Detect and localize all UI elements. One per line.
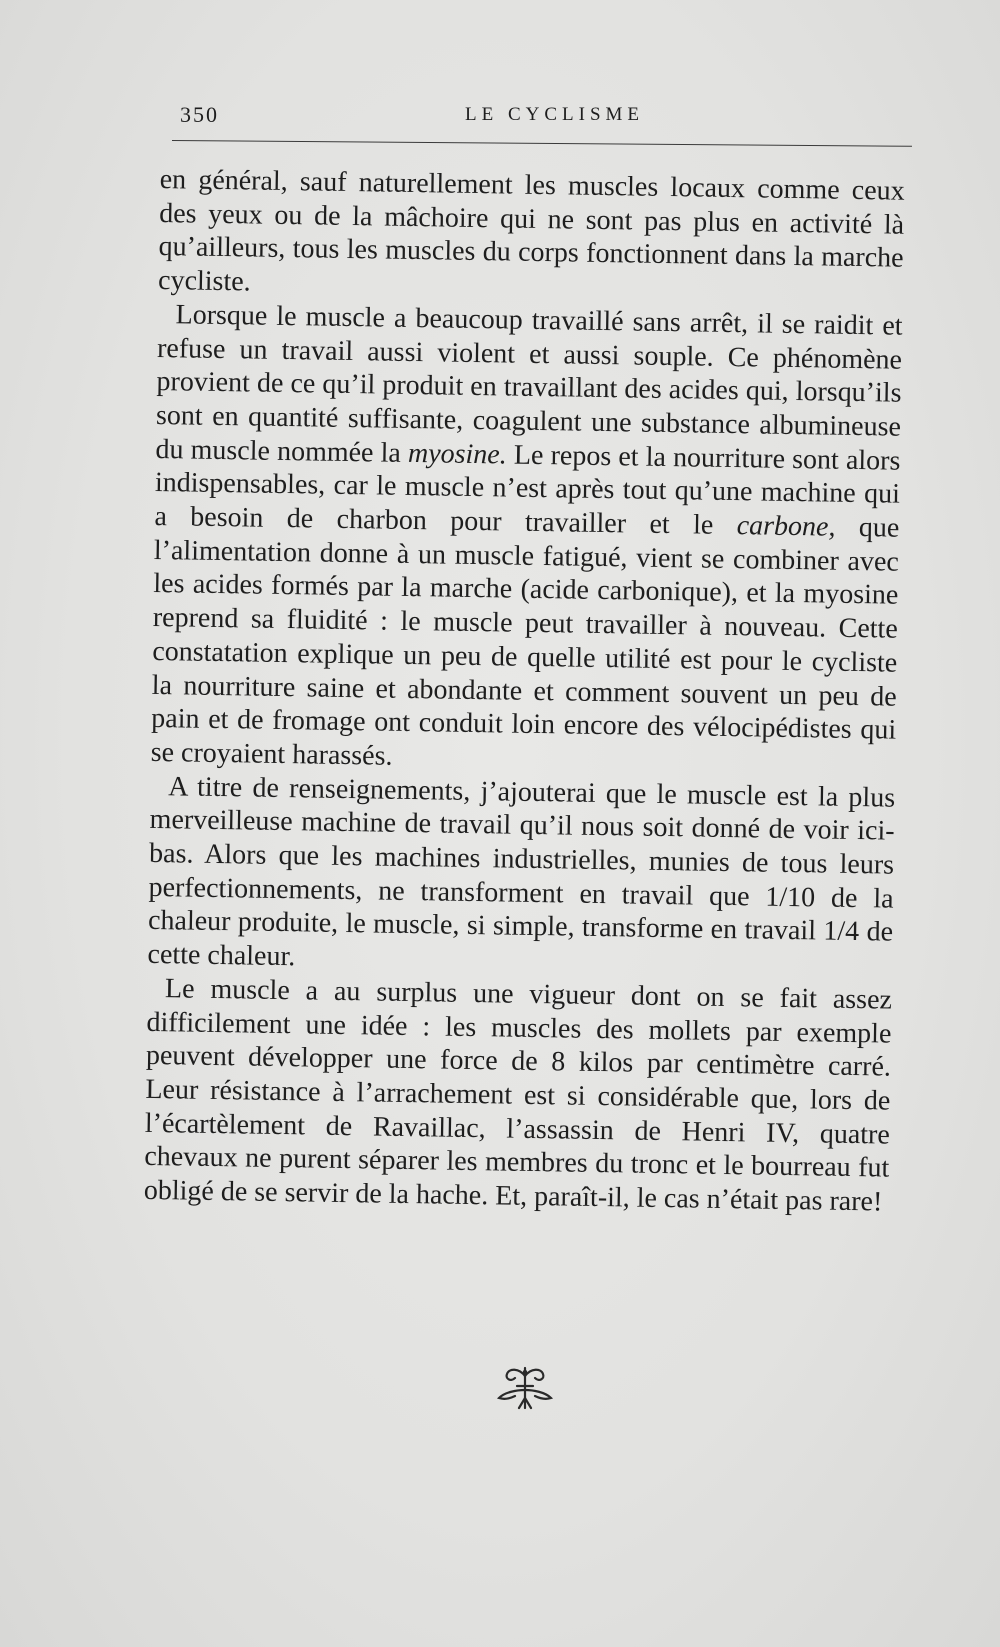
paragraph-3-text: A titre de renseignements, j’ajouterai que le muscle est la plus merveilleuse machine de travail qu’il nous soit donné de voir ici-bas. Alors que les machines industrielles, munies de tous leurs perfectionnements, ne transforment en travail que 1/10 de la chaleur produite, le muscle, si simple, transforme en travail 1/4 de cette chaleur. <box>147 770 896 973</box>
header-rule <box>172 140 912 147</box>
paragraph-4 <box>144 972 893 1220</box>
paragraph-2-text-b: Le repos et la nourriture sont alors indispensables, car le muscle n’est après tout qu’une machine qui a besoin de charbon pour travailler et le <box>154 439 901 542</box>
paragraph-2-text-a: Lorsque le muscle a beaucoup travaillé sans arrêt, il se raidit et refuse un travail aussi violent et aussi souple. Ce phénomène provient de ce qu’il produit en travaillant des acides qui, lorsqu’ils sont en quantité suffisante, coagulent une substance albumineuse du muscle nommée la <box>155 299 903 469</box>
paragraph-1 <box>158 163 905 309</box>
fleuron-ornament-icon <box>495 1364 555 1412</box>
term-carbone: carbone, <box>736 510 836 543</box>
body-text <box>144 163 905 1219</box>
paragraph-4-text: Le muscle a au surplus une vigueur dont on se fait assez difficilement une idée : les muscles des mollets par exemple peuvent développer une force de 8 kilos par centimètre carré. Leur résistance à l’arrachement est si considérable que, lors de l’écartèlement de Ravaillac, l’assassin de Henri IV, quatre chevaux ne purent séparer les membres du tronc et le bourreau fut obligé de se servir de la hache. Et, paraît-il, le cas n’était pas rare! <box>143 973 893 1218</box>
paragraph-2-text-c: que l’alimentation donne à un muscle fatigué, vient se combiner avec les acides formés par la marche (acide carbonique), et la myosine reprend sa fluidité : le muscle peut travailler à nouveau. Cette constatation explique un peu de quelle utilité est pour le cycliste la nourriture saine et abondante et comment souvent un peu de pain et de fromage ont conduit loin encore des vélocipédistes qui se croyaient harassés. <box>150 511 900 772</box>
term-myosine: myosine. <box>407 437 508 471</box>
paragraph-2 <box>150 298 902 781</box>
paragraph-3 <box>147 770 895 984</box>
paragraph-1-text: en général, sauf naturellement les muscles locaux comme ceux des yeux ou de la mâchoire qui ne sont pas plus en activité là qu’ailleurs, tous les muscles du corps fonctionnent dans la marche cycliste. <box>157 163 905 298</box>
running-title: LE CYCLISME <box>465 104 645 125</box>
page-header <box>180 102 910 132</box>
page-number: 350 <box>180 102 219 127</box>
